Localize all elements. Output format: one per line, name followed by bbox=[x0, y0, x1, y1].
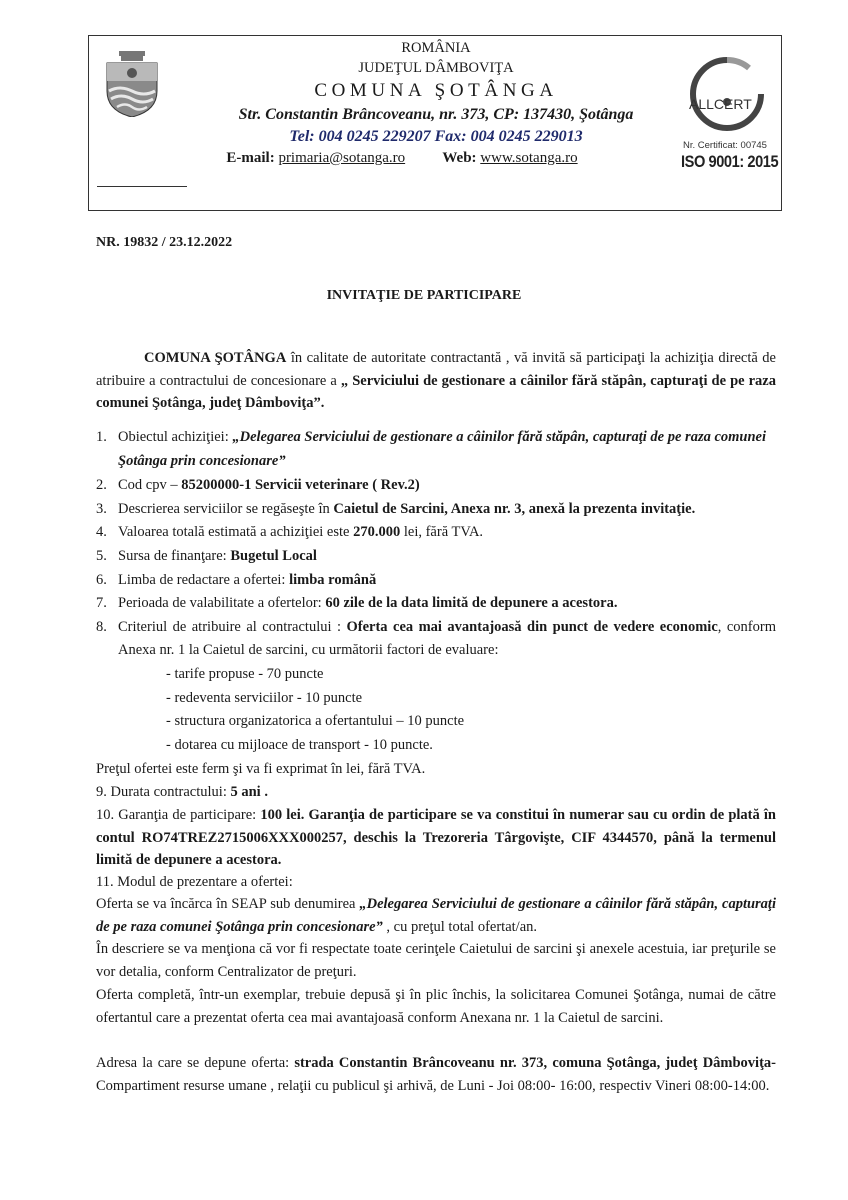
factor-item: - tarife propuse - 70 puncte bbox=[166, 665, 324, 682]
factor-item: - structura organizatorica a ofertantului – 10 puncte bbox=[166, 713, 465, 730]
header-county: JUDEŢUL DÂMBOVIŢA bbox=[358, 60, 514, 76]
email-label: E-mail: bbox=[226, 150, 275, 166]
header-commune: COMUNA ŞOTÂNGA bbox=[314, 80, 558, 101]
list-item: 8. Criteriul de atribuire al contractului : Oferta cea mai avantajoasă din punct de vedere economic, conform Anexa nr. 1 la Caietul de sarcini, cu următorii factori de evaluare: - tarife propuse - 70 puncte - redeventa serviciilor - 10 puncte - structura organizatorica a ofertantului – 10 puncte - dotarea cu mijloace de transport - 10 puncte. bbox=[96, 616, 776, 758]
description-paragraph: În descriere se va menţiona că vor fi respectate toate cerinţele Caietului de sarcini şi anexele acestuia, iar preţurile se vor detalia, conform Centralizator de preţuri. bbox=[96, 941, 776, 980]
requirements-list bbox=[96, 426, 776, 757]
list-item: 7. Perioada de valabilitate a ofertelor: 60 zile de la data limită de depunere a acestora. bbox=[96, 595, 618, 612]
document-title: INVITAŢIE DE PARTICIPARE bbox=[326, 288, 522, 303]
cert-number: Nr. Certificat: 00745 bbox=[683, 140, 767, 151]
web-link[interactable]: www.sotanga.ro bbox=[480, 150, 578, 166]
guarantee-paragraph: 10. Garanţia de participare: 100 lei. Garanţia de participare se va constitui în numerar sau cu ordin de plată în contul RO74TREZ2715006XXX000257, deschis la Trezoreria Târgovişte, CIF 4344570, până la termenul limită de depunere a acestora. bbox=[96, 807, 776, 868]
intro-paragraph bbox=[96, 347, 776, 415]
cert-logo-text: ALLCERT bbox=[689, 96, 752, 112]
price-note: Preţul ofertei este ferm şi va fi exprimat în lei, fără TVA. bbox=[96, 761, 426, 777]
factor-item: - redeventa serviciilor - 10 puncte bbox=[166, 689, 363, 706]
cert-iso: ISO 9001: 2015 bbox=[681, 152, 779, 171]
intro-text: în calitate de autoritate contractantă , vă invită să participaţi la achiziţia directă de atribuire a contractului de concesionare a bbox=[96, 350, 776, 389]
letterhead bbox=[88, 35, 782, 211]
intro-authority: COMUNA ŞOTÂNGA bbox=[144, 350, 287, 366]
header-country: ROMÂNIA bbox=[401, 40, 471, 56]
list-item: 2. Cod cpv – 85200000-1 Servicii veterinare ( Rev.2) bbox=[96, 477, 420, 494]
factor-item: - dotarea cu mijloace de transport - 10 puncte. bbox=[166, 736, 433, 753]
evaluation-factors bbox=[118, 663, 776, 757]
list-item: 6. Limba de redactare a ofertei: limba română bbox=[96, 571, 377, 588]
email-link[interactable]: primaria@sotanga.ro bbox=[278, 150, 406, 166]
document-number: NR. 19832 / 23.12.2022 bbox=[96, 235, 233, 250]
web-label: Web: bbox=[442, 150, 477, 166]
list-item: 3. Descrierea serviciilor se regăseşte în Caietul de Sarcini, Anexa nr. 3, anexă la prezenta invitaţie. bbox=[96, 500, 696, 517]
complete-offer-paragraph: Oferta completă, într-un exemplar, trebuie depusă şi în plic închis, la solicitarea Comunei Şotânga, numai de către ofertantul care a prezentat oferta cea mai avantajoasă conform Anexana nr. 1 la Caietul de sarcini. bbox=[96, 987, 776, 1026]
list-item: 4. Valoarea totală estimată a achiziţiei este 270.000 lei, fără TVA. bbox=[96, 524, 484, 541]
duration-paragraph: 9. Durata contractului: 5 ani . bbox=[96, 784, 268, 800]
header-divider bbox=[97, 186, 187, 187]
submission-address-paragraph: Adresa la care se depune oferta: strada Constantin Brâncoveanu nr. 373, comuna Şotânga, judeţ Dâmboviţa- Compartiment resurse umane , relaţii cu publicul şi arhivă, de Luni - Joi 08:00- 16:00, respectiv Vineri 08:00-14:00. bbox=[96, 1055, 776, 1094]
mode-heading: 11. Modul de prezentare a ofertei: bbox=[96, 874, 293, 890]
header-contact bbox=[55, 150, 749, 167]
list-item: 5. Sursa de finanţare: Bugetul Local bbox=[96, 547, 317, 564]
header-phones: Tel: 004 0245 229207 Fax: 004 0245 229013 bbox=[289, 128, 583, 145]
list-item: 1. Obiectul achiziţiei: „Delegarea Serviciului de gestionare a câinilor fără stăpân, capturaţi de pe raza comunei Şotânga prin concesionare” bbox=[96, 429, 767, 469]
seap-paragraph: Oferta se va încărca în SEAP sub denumirea „Delegarea Serviciului de gestionare a câinilor fără stăpân, capturaţi de pe raza comunei Şotânga prin concesionare” , cu preţul total ofertat/an. bbox=[96, 896, 776, 935]
certification-block bbox=[679, 52, 779, 180]
intro-service: „ Serviciului de gestionare a câinilor fără stăpân, capturaţi de pe raza comunei Şotânga, judeţ Dâmboviţa”. bbox=[96, 372, 776, 411]
header-address: Str. Constantin Brâncoveanu, nr. 373, CP: 137430, Şotânga bbox=[238, 106, 634, 123]
